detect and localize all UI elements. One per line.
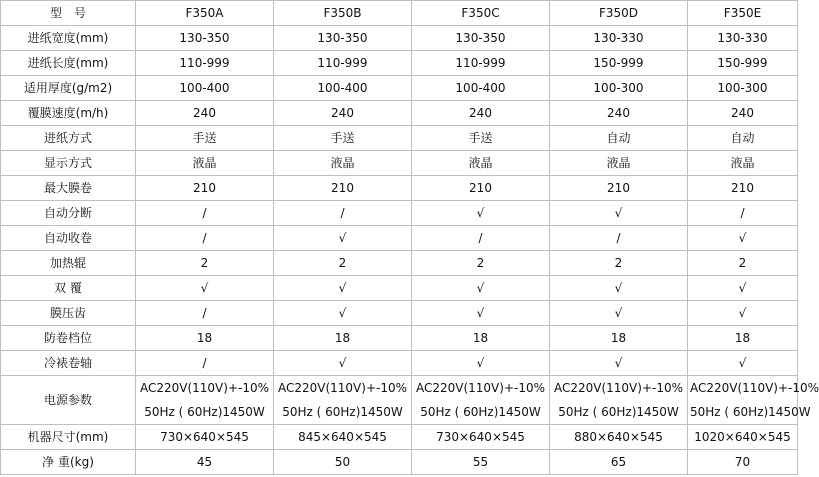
row-label: 最大膜卷 [1,176,136,201]
row-label: 电源参数 [1,376,136,425]
row-label: 膜压齿 [1,301,136,326]
table-row [1,326,798,351]
power-frequency-wattage: 50Hz ( 60Hz)1450W [690,405,811,419]
power-frequency-wattage: 50Hz ( 60Hz)1450W [282,405,403,419]
spec-cell: 2 [688,251,798,276]
table-row [1,176,798,201]
spec-cell: √ [688,226,798,251]
spec-cell: 70 [688,450,798,475]
spec-cell: 110-999 [274,51,412,76]
table-row [1,351,798,376]
row-label: 进纸方式 [1,126,136,151]
spec-cell: 18 [688,326,798,351]
spec-cell: 240 [550,101,688,126]
power-voltage: AC220V(110V)+-10% [277,381,408,395]
spec-cell: 自动 [688,126,798,151]
spec-cell: √ [550,301,688,326]
spec-cell: 液晶 [412,151,550,176]
spec-cell: √ [688,351,798,376]
spec-cell: 45 [136,450,274,475]
spec-cell: 130-350 [136,26,274,51]
table-row [1,101,798,126]
spec-cell: 210 [688,176,798,201]
power-voltage: AC220V(110V)+-10% [139,381,270,395]
table-row [1,201,798,226]
spec-cell: 100-400 [274,76,412,101]
power-cell [688,376,819,425]
spec-cell: / [550,226,688,251]
spec-cell: √ [412,201,550,226]
table-row [1,425,798,450]
spec-cell: 130-330 [688,26,798,51]
spec-cell: 18 [412,326,550,351]
spec-cell: 100-300 [550,76,688,101]
power-cell [136,376,274,425]
spec-cell: 液晶 [274,151,412,176]
power-frequency-wattage: 50Hz ( 60Hz)1450W [144,405,265,419]
table-row [1,276,798,301]
table-row [1,126,798,151]
spec-cell: √ [412,276,550,301]
spec-cell: 130-350 [412,26,550,51]
spec-cell: 65 [550,450,688,475]
spec-cell: √ [550,201,688,226]
spec-cell: √ [274,301,412,326]
spec-cell: 130-330 [550,26,688,51]
spec-cell: √ [688,301,798,326]
spec-cell: 730×640×545 [412,425,550,450]
table-row [1,301,798,326]
table-row [1,251,798,276]
spec-cell: 液晶 [550,151,688,176]
power-cell [550,376,688,425]
spec-cell: / [136,201,274,226]
spec-cell: / [274,201,412,226]
spec-cell: 2 [550,251,688,276]
spec-cell: 150-999 [550,51,688,76]
spec-cell: 240 [412,101,550,126]
spec-cell: 手送 [274,126,412,151]
spec-cell: / [136,351,274,376]
spec-cell: √ [274,351,412,376]
power-frequency-wattage: 50Hz ( 60Hz)1450W [420,405,541,419]
row-label: 覆膜速度(m/h) [1,101,136,126]
spec-cell: 18 [274,326,412,351]
spec-cell: 210 [550,176,688,201]
spec-cell: 730×640×545 [136,425,274,450]
spec-cell: 150-999 [688,51,798,76]
spec-cell: / [136,226,274,251]
spec-cell: 手送 [136,126,274,151]
power-voltage: AC220V(110V)+-10% [553,381,684,395]
spec-cell: 240 [136,101,274,126]
spec-cell: / [412,226,550,251]
spec-cell: 液晶 [688,151,798,176]
spec-cell: 50 [274,450,412,475]
header-model-f350d: F350D [550,1,688,26]
spec-cell: √ [136,276,274,301]
row-label: 进纸长度(mm) [1,51,136,76]
spec-table-body [1,1,819,475]
spec-cell: √ [412,301,550,326]
spec-cell: 240 [688,101,798,126]
spec-cell: / [136,301,274,326]
spec-cell: 18 [550,326,688,351]
spec-cell: 18 [136,326,274,351]
header-model-f350e: F350E [688,1,798,26]
row-label: 冷裱卷轴 [1,351,136,376]
header-label-model: 型 号 [1,1,136,26]
spec-cell: √ [274,226,412,251]
table-row [1,226,798,251]
table-row [1,51,798,76]
spec-cell: 55 [412,450,550,475]
spec-cell: 手送 [412,126,550,151]
spec-cell: 100-400 [136,76,274,101]
power-frequency-wattage: 50Hz ( 60Hz)1450W [558,405,679,419]
header-row [1,1,798,26]
header-model-f350b: F350B [274,1,412,26]
spec-cell: 110-999 [412,51,550,76]
table-row [1,76,798,101]
spec-cell: √ [550,276,688,301]
spec-cell: √ [274,276,412,301]
spec-cell: 液晶 [136,151,274,176]
row-label: 进纸宽度(mm) [1,26,136,51]
spec-cell: 130-350 [274,26,412,51]
row-label: 显示方式 [1,151,136,176]
row-label: 自动分断 [1,201,136,226]
header-model-f350c: F350C [412,1,550,26]
row-label: 机器尺寸(mm) [1,425,136,450]
spec-cell: 110-999 [136,51,274,76]
power-voltage: AC220V(110V)+-10% [690,381,819,395]
row-label: 加热辊 [1,251,136,276]
spec-cell: 880×640×545 [550,425,688,450]
spec-cell: 2 [412,251,550,276]
spec-cell: 210 [136,176,274,201]
spec-cell: 1020×640×545 [688,425,798,450]
row-label: 适用厚度(g/m2) [1,76,136,101]
spec-cell: 210 [412,176,550,201]
spec-cell: 2 [274,251,412,276]
power-cell [412,376,550,425]
table-row [1,151,798,176]
spec-cell: 100-300 [688,76,798,101]
spec-cell: / [688,201,798,226]
row-label: 自动收卷 [1,226,136,251]
spec-cell: √ [550,351,688,376]
spec-cell: 自动 [550,126,688,151]
power-voltage: AC220V(110V)+-10% [415,381,546,395]
spec-cell: 845×640×545 [274,425,412,450]
header-model-f350a: F350A [136,1,274,26]
power-row [1,376,798,425]
spec-cell: √ [412,351,550,376]
row-label: 双 覆 [1,276,136,301]
table-row [1,26,798,51]
spec-cell: 2 [136,251,274,276]
spec-cell: 100-400 [412,76,550,101]
table-row [1,450,798,475]
spec-cell: √ [688,276,798,301]
row-label: 净 重(kg) [1,450,136,475]
power-cell [274,376,412,425]
spec-cell: 240 [274,101,412,126]
row-label: 防卷档位 [1,326,136,351]
spec-cell: 210 [274,176,412,201]
